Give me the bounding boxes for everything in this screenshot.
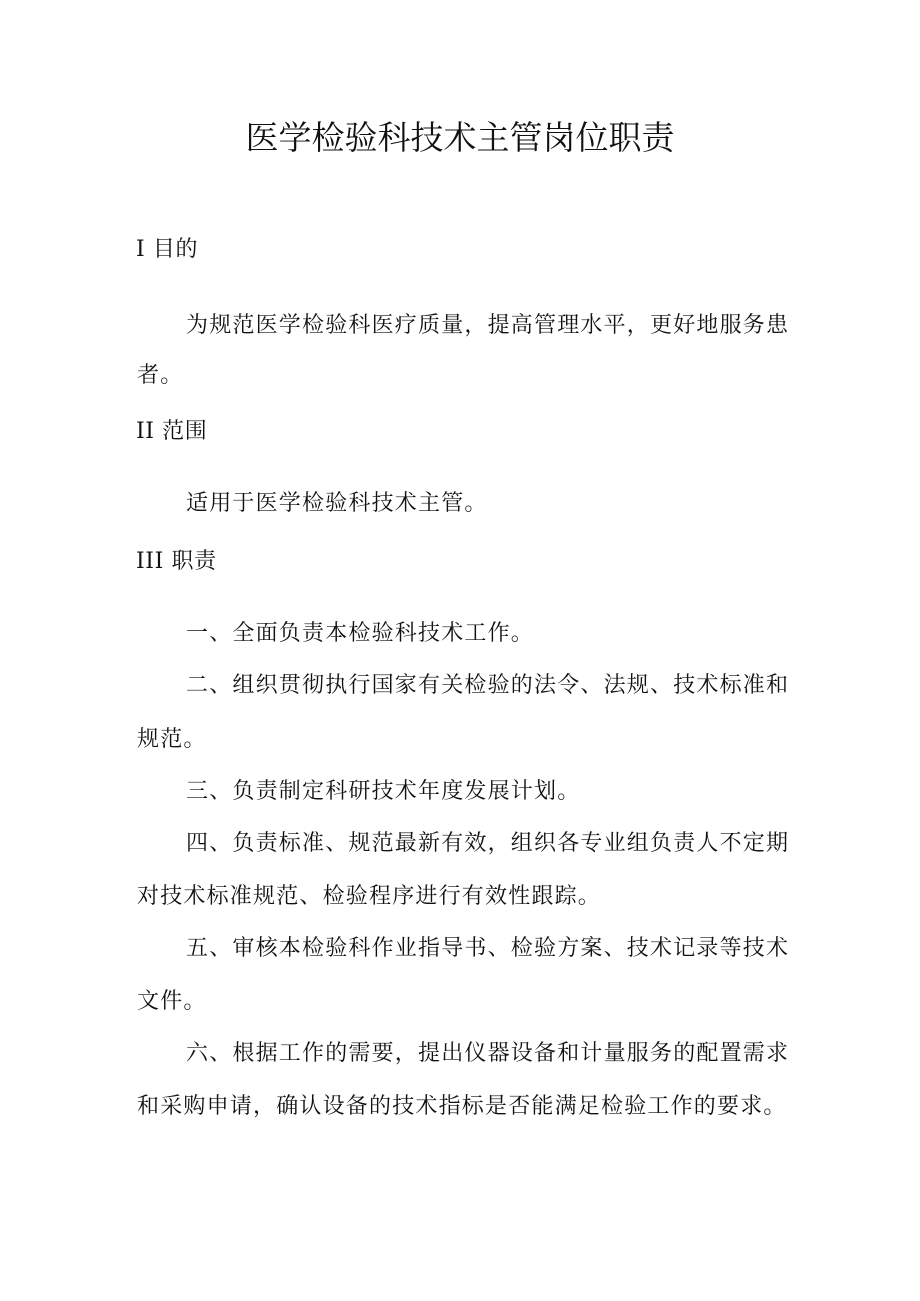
duty-item-5-line-1: 五、审核本检验科作业指导书、检验方案、技术记录等技术: [186, 936, 790, 961]
duty-item-4-line-2: 对技术标准规范、检验程序进行有效性跟踪。: [137, 884, 602, 909]
purpose-paragraph-line-2: 者。: [137, 363, 184, 388]
duty-item-2-line-2: 规范。: [137, 727, 207, 752]
document-title: 医学检验科技术主管岗位职责: [245, 118, 675, 157]
duty-item-6-line-1: 六、根据工作的需要，提出仪器设备和计量服务的配置需求: [186, 1041, 790, 1066]
purpose-paragraph-line-1: 为规范医学检验科医疗质量，提高管理水平，更好地服务患: [186, 313, 790, 338]
duty-item-5-line-2: 文件。: [137, 989, 207, 1014]
section-heading-scope: II 范围: [136, 419, 208, 444]
scope-paragraph-line-1: 适用于医学检验科技术主管。: [186, 491, 488, 516]
duty-item-6-line-2: 和采购申请，确认设备的技术指标是否能满足检验工作的要求。: [137, 1094, 787, 1119]
section-heading-purpose: I 目的: [136, 237, 199, 262]
section-heading-duties: III 职责: [136, 549, 217, 574]
duty-item-2-line-1: 二、组织贯彻执行国家有关检验的法令、法规、技术标准和: [186, 673, 790, 698]
duty-item-4-line-1: 四、负责标准、规范最新有效，组织各专业组负责人不定期: [186, 831, 790, 856]
duty-item-1-line-1: 一、全面负责本检验科技术工作。: [186, 621, 535, 646]
duty-item-3-line-1: 三、负责制定科研技术年度发展计划。: [186, 779, 581, 804]
